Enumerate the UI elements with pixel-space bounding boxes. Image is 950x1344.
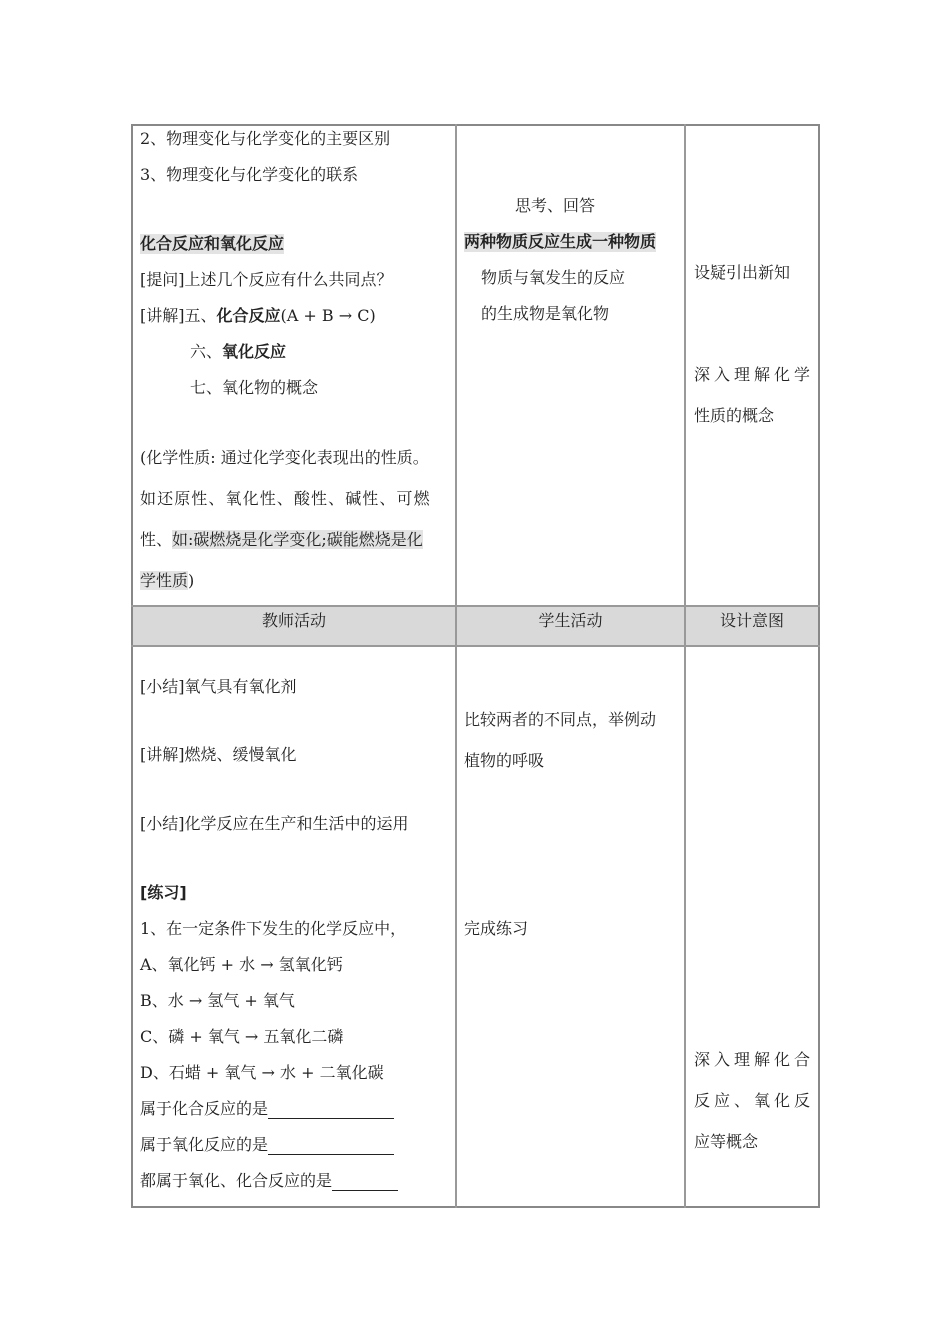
note-line-1: (化学性质: 通过化学变化表现出的性质。 <box>140 448 429 467</box>
design-2-line-1: 深入理解化合 <box>694 1050 815 1069</box>
student-answer-1: 两种物质反应生成一种物质 <box>464 232 657 251</box>
fill-line-2 <box>140 1135 394 1155</box>
fill-line-1 <box>140 1099 394 1119</box>
fill-label-1: 属于化合反应的是 <box>140 1099 269 1118</box>
explain-2: [讲解]燃烧、缓慢氧化 <box>140 745 297 764</box>
option-b: B、水 → 氢气 + 氧气 <box>140 991 295 1010</box>
option-c: C、磷 + 氧气 → 五氧化二磷 <box>140 1027 344 1046</box>
explain-prefix: [讲解]五、 <box>140 306 217 325</box>
column-divider-2 <box>684 124 686 1208</box>
fill-blank-3[interactable] <box>332 1174 398 1191</box>
student-compare-1: 比较两者的不同点，举例动 <box>464 710 657 729</box>
six-line <box>190 342 286 362</box>
note-line-3 <box>140 530 423 550</box>
header-teacher: 教师活动 <box>261 611 326 630</box>
design-1: 设疑引出新知 <box>694 263 791 282</box>
fill-label-2: 属于氧化反应的是 <box>140 1135 269 1154</box>
note-line-2: 如还原性、氧化性、酸性、碱性、可燃 <box>140 489 431 508</box>
fill-line-3 <box>140 1171 398 1191</box>
header-student: 学生活动 <box>538 611 603 630</box>
header-design: 设计意图 <box>719 611 784 630</box>
row-divider-bottom <box>131 645 820 647</box>
student-think: 思考、回答 <box>515 196 596 215</box>
section-heading: 化合反应和氧化反应 <box>140 234 285 253</box>
note-4a: 学性质 <box>140 571 189 590</box>
note-3b: 如:碳燃烧是化学变化;碳能燃烧是化 <box>172 530 423 549</box>
question-1: 1、在一定条件下发生的化学反应中， <box>140 919 407 938</box>
seven-line: 七、氧化物的概念 <box>190 378 319 397</box>
note-3a: 性、 <box>140 530 173 549</box>
fill-blank-1[interactable] <box>268 1102 394 1119</box>
six-term: 氧化反应 <box>222 342 287 361</box>
student-answer-2: 物质与氧发生的反应 <box>481 268 626 287</box>
summary-1: [小结]氧气具有氧化剂 <box>140 677 297 696</box>
teacher-line-2: 2、物理变化与化学变化的主要区别 <box>140 129 391 148</box>
design-2-line-3: 应等概念 <box>694 1132 759 1151</box>
student-compare-2: 植物的呼吸 <box>464 751 545 770</box>
option-a: A、氧化钙 + 水 → 氢氧化钙 <box>140 955 343 974</box>
fill-label-3: 都属于氧化、化合反应的是 <box>140 1171 333 1190</box>
summary-2: [小结]化学反应在生产和生活中的运用 <box>140 814 409 833</box>
fill-blank-2[interactable] <box>268 1138 394 1155</box>
row-divider-top <box>131 605 820 607</box>
note-4b: ) <box>188 571 195 590</box>
practice-heading: [练习] <box>140 883 187 902</box>
explain-line <box>140 306 376 326</box>
design-2-line-2: 反应、氧化反 <box>694 1091 815 1110</box>
question-line: [提问]上述几个反应有什么共同点？ <box>140 270 393 289</box>
note-line-4 <box>140 571 194 591</box>
explain-formula: (A + B → C) <box>280 306 376 325</box>
design-2a: 深入理解化学 <box>694 365 815 384</box>
student-answer-3: 的生成物是氧化物 <box>481 304 610 323</box>
column-divider-1 <box>455 124 457 1208</box>
student-complete: 完成练习 <box>464 919 529 938</box>
teacher-line-3: 3、物理变化与化学变化的联系 <box>140 165 359 184</box>
design-2b: 性质的概念 <box>694 406 775 425</box>
explain-term: 化合反应 <box>216 306 281 325</box>
option-d: D、石蜡 + 氧气 → 水 + 二氧化碳 <box>140 1063 384 1082</box>
six-prefix: 六、 <box>190 342 223 361</box>
